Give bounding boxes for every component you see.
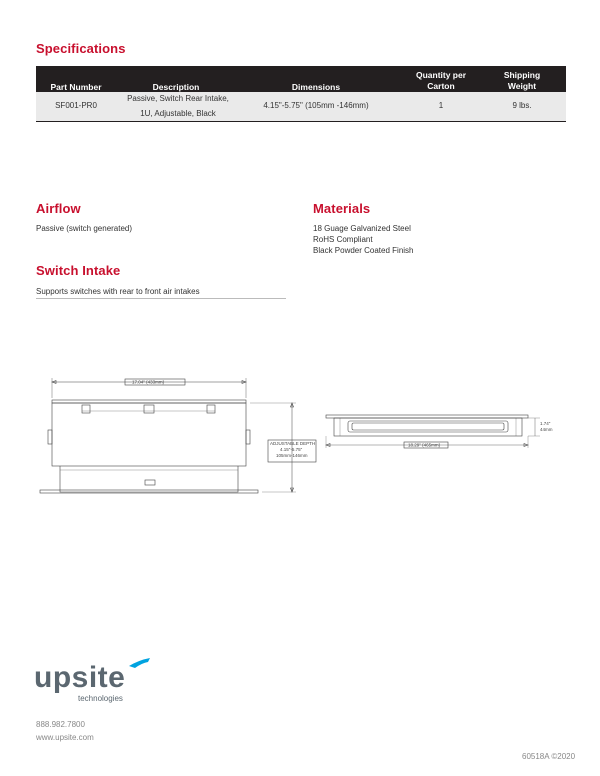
- cell-description-line2: 1U, Adjustable, Black: [140, 109, 216, 118]
- header-shipping-line2: Weight: [507, 81, 537, 91]
- height-label-2: 44mm: [540, 427, 553, 432]
- depth-label-2: 4.15"-5.75": [280, 447, 303, 452]
- header-dimensions: Dimensions: [291, 82, 341, 92]
- width-dimension-label: 17.04" (433mm): [132, 379, 165, 385]
- technical-drawing: [0, 370, 600, 505]
- upsite-logo: [34, 656, 174, 706]
- materials-item: RoHS Compliant: [313, 235, 373, 244]
- header-quantity-line1: Quantity per: [415, 70, 467, 80]
- switch-intake-text: Supports switches with rear to front air intakes: [36, 287, 200, 296]
- depth-label-3: 105mm-146mm: [276, 453, 308, 458]
- front-width-label: 18.29" (465mm): [408, 442, 441, 448]
- materials-item: 18 Guage Galvanized Steel: [313, 224, 411, 233]
- specifications-heading: Specifications: [36, 41, 126, 56]
- divider-line: [36, 298, 286, 299]
- materials-heading: Materials: [313, 201, 371, 216]
- website-link[interactable]: www.upsite.com: [36, 733, 94, 742]
- document-code: 60518A ©2020: [522, 752, 576, 761]
- materials-item: Black Powder Coated Finish: [313, 246, 414, 255]
- header-quantity-line2: Carton: [427, 81, 455, 91]
- table-row: [36, 92, 566, 122]
- height-label-1: 1.74": [540, 421, 551, 426]
- table-header-row: [36, 66, 566, 92]
- airflow-text: Passive (switch generated): [36, 224, 133, 233]
- header-part-number: Part Number: [50, 82, 102, 92]
- specifications-table: [36, 66, 566, 122]
- header-description: Description: [152, 82, 200, 92]
- depth-label-1: ADJUSTABLE DEPTH: [270, 441, 316, 446]
- airflow-heading: Airflow: [36, 201, 81, 216]
- cell-dimensions: 4.15"-5.75" (105mm -146mm): [263, 101, 369, 110]
- brand-subtitle: technologies: [78, 694, 123, 703]
- cell-description-line1: Passive, Switch Rear Intake,: [127, 94, 229, 103]
- switch-intake-heading: Switch Intake: [36, 263, 121, 278]
- cell-quantity: 1: [438, 101, 444, 110]
- brand-name: upsite: [34, 661, 126, 694]
- phone-number: 888.982.7800: [36, 720, 85, 729]
- cell-part-number: SF001-PR0: [55, 101, 97, 110]
- cell-weight: 9 lbs.: [512, 101, 532, 110]
- header-shipping-line1: Shipping: [503, 70, 541, 80]
